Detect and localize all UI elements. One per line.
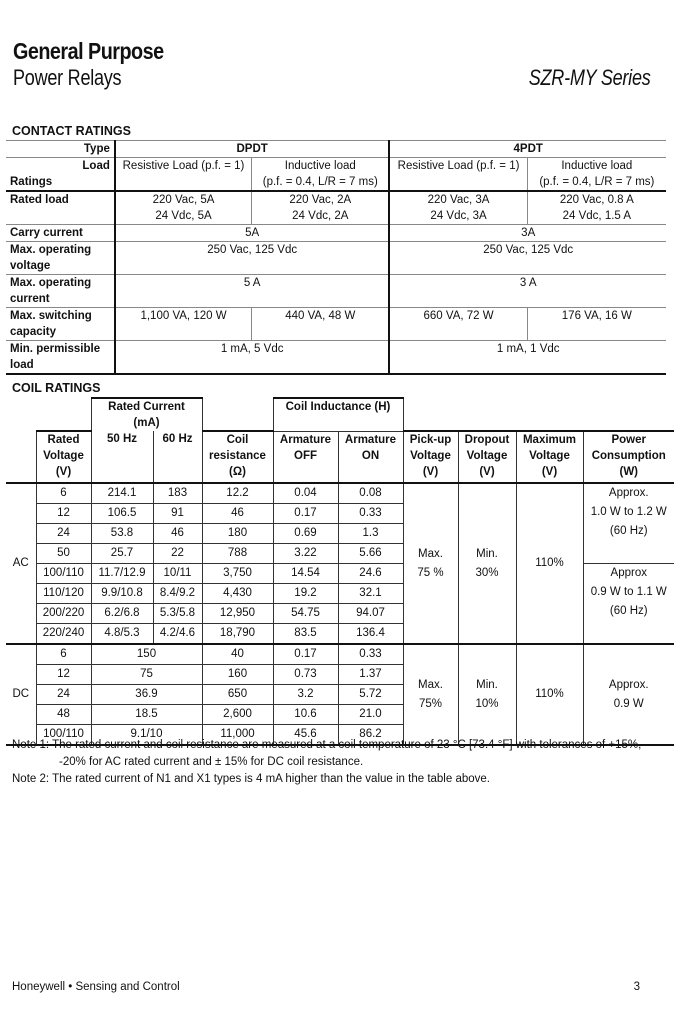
cell: 5.66: [338, 544, 403, 564]
cell: 214.1: [91, 483, 153, 504]
cell: 0.08: [338, 483, 403, 504]
value: 220 Vac, 2A: [289, 194, 352, 206]
row-label: [6, 308, 115, 341]
value: 220 Vac, 0.8 A: [559, 194, 634, 206]
cell: 14.54: [273, 564, 338, 584]
cell: 183: [153, 483, 202, 504]
header-line: Rated Current: [108, 401, 185, 413]
ac-pickup: [403, 483, 458, 644]
notes: [12, 737, 641, 788]
header-line: Armature: [279, 433, 332, 446]
cell: 180: [202, 524, 273, 544]
cell: 22: [153, 544, 202, 564]
power-header: [583, 431, 674, 483]
cell: 0.17: [273, 644, 338, 665]
dc-label: DC: [6, 644, 36, 745]
cell: 32.1: [338, 584, 403, 604]
ac-label: AC: [6, 483, 36, 644]
document-title: General Purpose: [13, 38, 164, 64]
inductive-line1: Inductive load: [284, 160, 356, 172]
pickup-header: [403, 431, 458, 483]
cell-line: Min.: [476, 678, 498, 691]
value: 24 Vdc, 5A: [155, 210, 212, 222]
coil-inductance-header: Coil Inductance (H): [273, 398, 403, 431]
cell: 83.5: [273, 624, 338, 645]
armature-on-header: [338, 431, 403, 483]
cell: 19.2: [273, 584, 338, 604]
cell: 5 A: [115, 275, 390, 308]
document-subtitle: Power Relays: [13, 65, 122, 90]
table-row: [6, 225, 666, 242]
cell: 91: [153, 504, 202, 524]
table-row: [6, 483, 674, 504]
cell: 1.37: [338, 665, 403, 685]
header-line: Coil: [226, 434, 249, 446]
cell: 150: [91, 644, 202, 665]
4pdt-inductive-header: [527, 158, 666, 192]
cell: 48: [36, 705, 91, 725]
table-row: [6, 158, 666, 192]
cell-line: 0.9 W to 1.1 W: [590, 586, 667, 598]
50hz-header: 50 Hz: [91, 431, 153, 483]
header-line: Rated: [47, 434, 80, 446]
load-label: Load: [82, 160, 110, 172]
cell: 53.8: [91, 524, 153, 544]
cell: 12,950: [202, 604, 273, 624]
label-line: Max. operating: [10, 244, 92, 256]
cell: 250 Vac, 125 Vdc: [115, 242, 390, 275]
label-line: Max. switching: [10, 310, 92, 322]
header-line: Voltage: [529, 450, 570, 462]
dpdt-inductive-header: [252, 158, 390, 192]
cell: 9.9/10.8: [91, 584, 153, 604]
dropout-header: [458, 431, 516, 483]
cell: 4,430: [202, 584, 273, 604]
series-name: SZR-MY Series: [528, 65, 650, 90]
cell: 24.6: [338, 564, 403, 584]
dc-maximum: 110%: [516, 644, 583, 745]
cell: 4.2/4.6: [153, 624, 202, 645]
cell: 160: [202, 665, 273, 685]
cell: 5A: [115, 225, 390, 242]
ac-dropout: [458, 483, 516, 644]
contact-ratings-title: CONTACT RATINGS: [12, 124, 131, 138]
cell: 50: [36, 544, 91, 564]
header-line: (Ω): [229, 466, 246, 478]
cell: 1 mA, 1 Vdc: [389, 341, 666, 375]
note-1-continued: -20% for AC rated current and ± 15% for DC coil resistance.: [59, 756, 364, 768]
cell: 0.69: [273, 524, 338, 544]
cell: 45.6: [273, 725, 338, 746]
dc-dropout: [458, 644, 516, 745]
cell-line: 30%: [475, 566, 499, 579]
inductive-line2: (p.f. = 0.4, L/R = 7 ms): [262, 176, 378, 188]
header-line: OFF: [294, 449, 317, 462]
dc-power: [583, 644, 674, 745]
type-label: Type: [6, 141, 115, 158]
contact-ratings-table: [6, 140, 666, 375]
cell: 1 mA, 5 Vdc: [115, 341, 390, 375]
cell: 24: [36, 524, 91, 544]
footer-company: Honeywell • Sensing and Control: [12, 981, 180, 993]
cell: 250 Vac, 125 Vdc: [389, 242, 666, 275]
cell: 5.72: [338, 685, 403, 705]
cell: 3.2: [273, 685, 338, 705]
cell-line: Min.: [476, 547, 498, 560]
header-line: Pick-up: [409, 434, 452, 446]
cell-line: 75%: [418, 697, 443, 710]
cell: 10/11: [153, 564, 202, 584]
cell: 94.07: [338, 604, 403, 624]
cell-line: 1.0 W to 1.2 W: [590, 506, 667, 518]
table-row: [6, 644, 674, 665]
header-line: Armature: [344, 433, 397, 446]
table-row: [6, 141, 666, 158]
cell: 6.2/6.8: [91, 604, 153, 624]
label-line: Max. operating: [10, 277, 92, 289]
cell: 86.2: [338, 725, 403, 746]
header-line: Consumption: [591, 450, 666, 462]
header-line: Maximum: [522, 434, 577, 446]
cell-line: (60 Hz): [609, 605, 648, 617]
header-line: (V): [541, 466, 558, 478]
cell: 18.5: [91, 705, 202, 725]
cell: 106.5: [91, 504, 153, 524]
cell-line: Approx: [610, 567, 647, 579]
cell: 46: [153, 524, 202, 544]
cell: 3A: [389, 225, 666, 242]
cell: 3,750: [202, 564, 273, 584]
row-label: [6, 275, 115, 308]
cell-line: 75 %: [417, 566, 444, 579]
table-row: [6, 191, 666, 225]
value: 24 Vdc, 1.5 A: [562, 210, 632, 222]
cell: 650: [202, 685, 273, 705]
cell: 6: [36, 644, 91, 665]
cell-line: (60 Hz): [609, 525, 648, 537]
value: 24 Vdc, 2A: [292, 210, 349, 222]
cell: 24: [36, 685, 91, 705]
table-row: [6, 398, 674, 431]
dpdt-resistive-header: Resistive Load (p.f. = 1): [115, 158, 252, 192]
rated-current-header: [91, 398, 202, 431]
4pdt-resistive-header: Resistive Load (p.f. = 1): [389, 158, 527, 192]
label-line: Min. permissible: [10, 343, 101, 355]
cell: 3.22: [273, 544, 338, 564]
type-4pdt: 4PDT: [389, 141, 666, 158]
header-line: (V): [479, 466, 495, 478]
cell: 3 A: [389, 275, 666, 308]
inductive-line2: (p.f. = 0.4, L/R = 7 ms): [539, 176, 655, 188]
cell: 18,790: [202, 624, 273, 645]
cell: 8.4/9.2: [153, 584, 202, 604]
cell: 0.73: [273, 665, 338, 685]
header-line: (mA): [133, 417, 160, 429]
table-row: [6, 308, 666, 341]
label-line: load: [10, 359, 34, 371]
row-label: Rated load: [6, 191, 115, 225]
header-line: Voltage: [410, 450, 451, 462]
cell: 788: [202, 544, 273, 564]
table-row: [6, 275, 666, 308]
header-line: (V): [422, 466, 439, 478]
cell: [389, 191, 527, 225]
cell: 11,000: [202, 725, 273, 746]
ac-power-b: [583, 564, 674, 645]
header-line: Power: [611, 434, 646, 446]
table-row: [6, 341, 666, 375]
cell: 1.3: [338, 524, 403, 544]
cell: 11.7/12.9: [91, 564, 153, 584]
ac-maximum: 110%: [516, 483, 583, 644]
coil-resistance-header: [202, 431, 273, 483]
cell-line: Max.: [418, 547, 443, 560]
cell: 110/120: [36, 584, 91, 604]
cell: 0.17: [273, 504, 338, 524]
cell: 2,600: [202, 705, 273, 725]
cell: 100/110: [36, 725, 91, 746]
cell: 54.75: [273, 604, 338, 624]
header-line: ON: [361, 449, 380, 462]
ac-power-a: [583, 483, 674, 564]
cell: 21.0: [338, 705, 403, 725]
cell: 75: [91, 665, 202, 685]
cell: 100/110: [36, 564, 91, 584]
row-label: Carry current: [6, 225, 115, 242]
cell: [527, 191, 666, 225]
cell: 136.4: [338, 624, 403, 645]
cell: 5.3/5.8: [153, 604, 202, 624]
page-number: 3: [633, 981, 640, 993]
value: 220 Vac, 5A: [152, 194, 215, 206]
cell: 440 VA, 48 W: [252, 308, 390, 341]
maximum-header: [516, 431, 583, 483]
cell: 0.33: [338, 644, 403, 665]
cell: 9.1/10: [91, 725, 202, 746]
label-line: voltage: [10, 260, 51, 272]
cell: 12: [36, 665, 91, 685]
60hz-header: 60 Hz: [153, 431, 202, 483]
cell: [252, 191, 390, 225]
cell-line: Max.: [418, 678, 443, 691]
header-line: Dropout: [464, 434, 510, 446]
cell: 4.8/5.3: [91, 624, 153, 645]
label-line: current: [10, 293, 50, 305]
value: 220 Vac, 3A: [427, 194, 490, 206]
coil-ratings-title: COIL RATINGS: [12, 381, 101, 395]
header-line: Voltage: [466, 450, 508, 462]
table-row: [6, 431, 674, 483]
header-line: (W): [619, 466, 638, 478]
cell: 1,100 VA, 120 W: [115, 308, 252, 341]
header-line: (V): [55, 466, 72, 478]
cell-line: 10%: [475, 697, 499, 710]
cell: 10.6: [273, 705, 338, 725]
cell: 200/220: [36, 604, 91, 624]
cell: 220/240: [36, 624, 91, 645]
value: 24 Vdc, 3A: [430, 210, 487, 222]
note-2: Note 2: The rated current of N1 and X1 types is 4 mA higher than the value in the table above.: [12, 773, 490, 785]
cell: 36.9: [91, 685, 202, 705]
cell: 660 VA, 72 W: [389, 308, 527, 341]
cell: 12.2: [202, 483, 273, 504]
cell: 6: [36, 483, 91, 504]
type-dpdt: DPDT: [115, 141, 390, 158]
cell: 0.33: [338, 504, 403, 524]
cell: 176 VA, 16 W: [527, 308, 666, 341]
label-line: capacity: [10, 326, 57, 338]
cell: 46: [202, 504, 273, 524]
inductive-line1: Inductive load: [561, 160, 633, 172]
cell: 12: [36, 504, 91, 524]
dc-pickup: [403, 644, 458, 745]
note-1: Note 1: The rated current and coil resistance are measured at a coil temperature of 23 °C [73.4 °F] with tolerances of +15%,: [12, 739, 642, 751]
rated-voltage-header: [36, 431, 91, 483]
cell: 25.7: [91, 544, 153, 564]
cell-line: 0.9 W: [613, 697, 644, 710]
coil-ratings-table: [6, 397, 674, 746]
header-line: Voltage: [43, 450, 84, 462]
armature-off-header: [273, 431, 338, 483]
cell: 0.04: [273, 483, 338, 504]
cell: [115, 191, 252, 225]
row-label: [6, 341, 115, 375]
cell-line: Approx.: [608, 487, 649, 499]
header-line: resistance: [209, 450, 266, 462]
ratings-label: Ratings: [10, 176, 53, 188]
cell-line: Approx.: [608, 678, 649, 691]
load-ratings-label: [6, 158, 115, 192]
row-label: [6, 242, 115, 275]
table-row: [6, 242, 666, 275]
cell: 40: [202, 644, 273, 665]
